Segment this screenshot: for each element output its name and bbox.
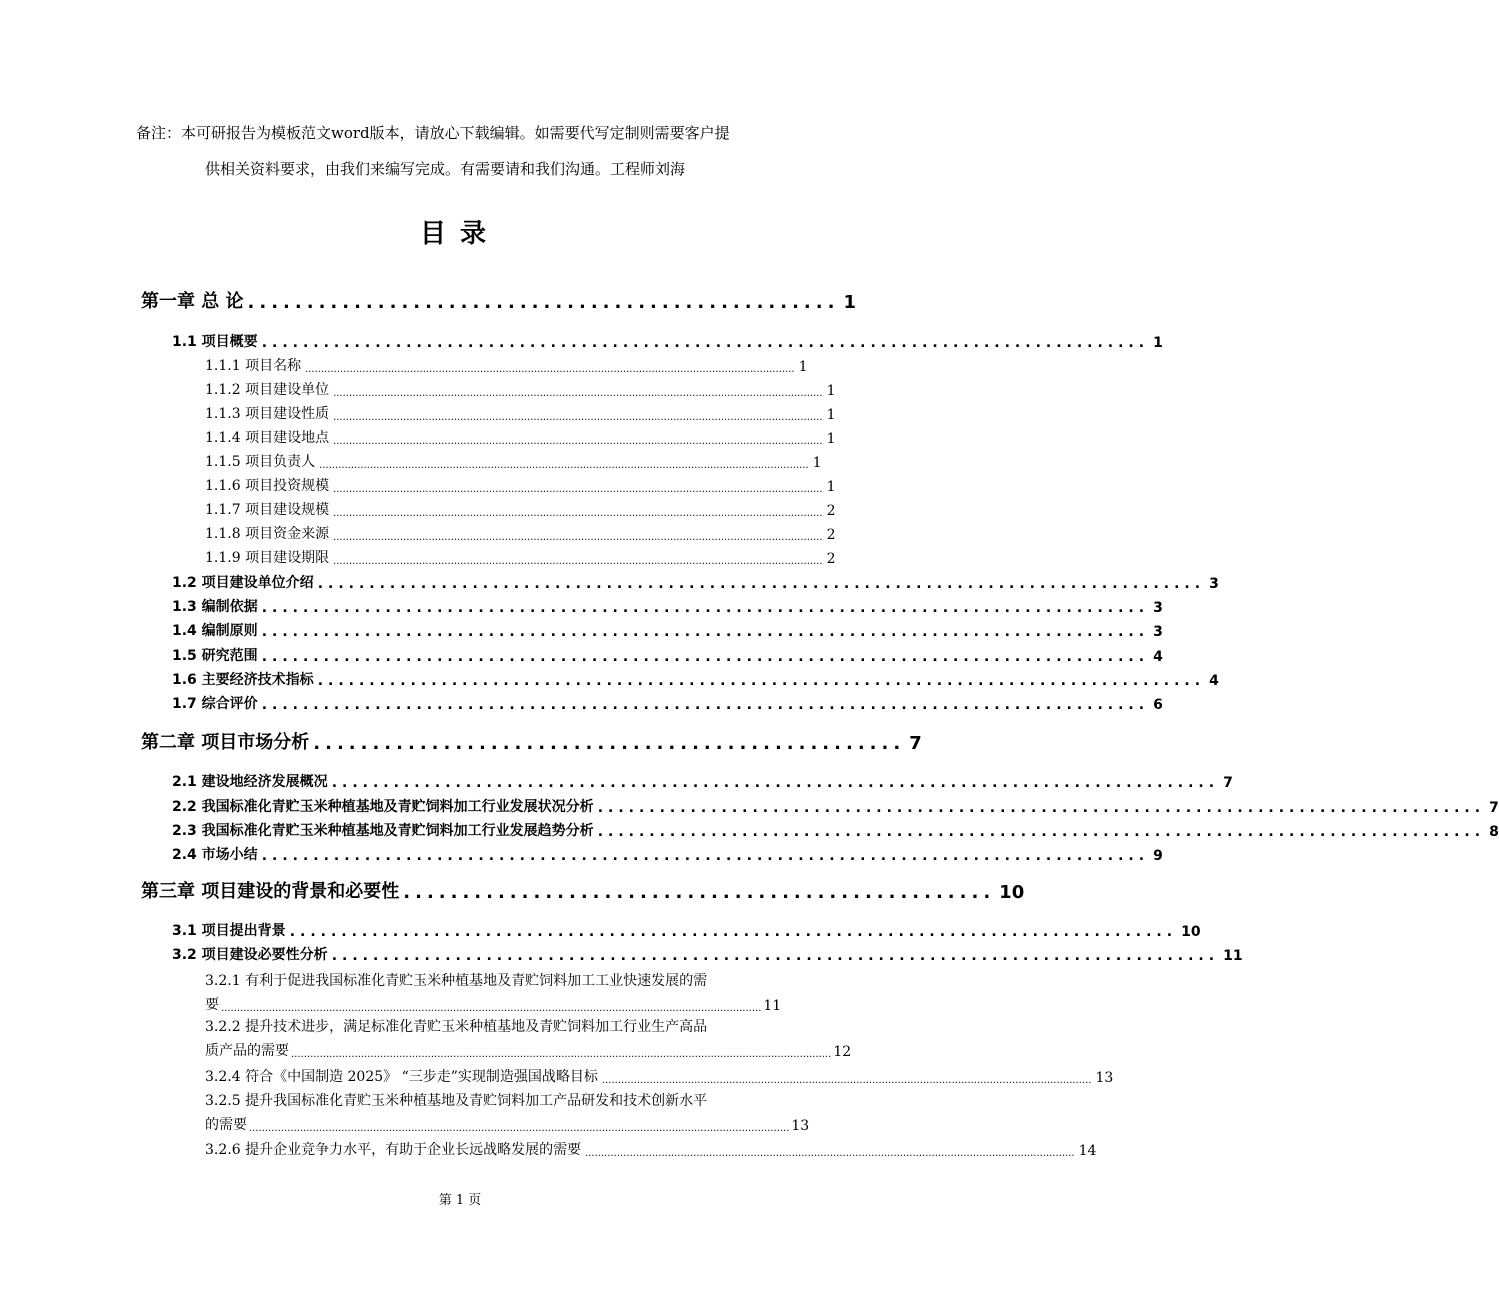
- toc-subsection-3-2-1[interactable]: [205, 970, 781, 1014]
- toc-page-number: 3: [1153, 600, 1163, 616]
- toc-leader-dots: ......................................................................................: [317, 673, 1206, 689]
- toc-entry-label: 1.1.9 项目建设期限: [205, 550, 330, 566]
- toc-page-number: 14: [1078, 1143, 1097, 1159]
- toc-page-number: 2: [826, 551, 836, 567]
- toc-entry-label: 1.1.8 项目资金来源: [205, 526, 330, 542]
- toc-entry-label: 1.4 编制原则: [172, 623, 258, 639]
- toc-entry-label-continued: 要: [205, 997, 219, 1013]
- toc-entry-label: 2.4 市场小结: [172, 847, 258, 863]
- toc-entry-label: 1.3 编制依据: [172, 599, 258, 615]
- toc-page-number: 13: [791, 1118, 810, 1134]
- toc-leader-dots: ..........................................................................................................................................................................: [249, 1123, 790, 1134]
- toc-leader-dots: ......................................................................................: [261, 600, 1150, 616]
- toc-leader-dots: ..................................................: [313, 733, 906, 754]
- toc-entry-label: 2.2 我国标准化青贮玉米种植基地及青贮饲料加工行业发展状况分析: [172, 799, 594, 815]
- toc-leader-dots: ..................................................: [403, 882, 996, 903]
- toc-leader-dots: ......................................................................................: [261, 335, 1150, 351]
- toc-page-number: 1: [1153, 335, 1163, 351]
- toc-entry-label-continued: 质产品的需要: [205, 1043, 289, 1059]
- toc-page-number: 1: [798, 359, 808, 375]
- toc-section-1-2[interactable]: [172, 572, 1219, 592]
- toc-leader-dots: ..........................................................................................................................................................: [333, 532, 823, 543]
- toc-leader-dots: ..........................................................................................................................................................: [333, 436, 823, 447]
- toc-leader-dots: ..........................................................................................................................................................................: [221, 1003, 762, 1014]
- toc-chapter-3[interactable]: [141, 877, 1025, 903]
- toc-subsection-1-1-9[interactable]: [205, 547, 836, 567]
- toc-chapter-1[interactable]: [141, 287, 856, 313]
- toc-section-1-7[interactable]: [172, 693, 1163, 713]
- toc-page-number: 10: [999, 882, 1025, 903]
- toc-subsection-3-2-4[interactable]: [205, 1066, 1114, 1086]
- toc-page-number: 3: [1153, 624, 1163, 640]
- toc-page-number: 2: [826, 503, 836, 519]
- toc-entry-label: 1.6 主要经济技术指标: [172, 672, 314, 688]
- toc-page-number: 6: [1153, 697, 1163, 713]
- toc-section-3-2[interactable]: [172, 944, 1243, 964]
- toc-entry-label-continued: 的需要: [205, 1117, 247, 1133]
- toc-leader-dots: ..........................................................................................................................................................: [333, 484, 823, 495]
- toc-subsection-1-1-2[interactable]: [205, 379, 836, 399]
- toc-entry-label: 1.1.7 项目建设规模: [205, 502, 330, 518]
- toc-leader-dots: ......................................................................................: [261, 649, 1150, 665]
- toc-chapter-2[interactable]: [141, 728, 922, 754]
- toc-page-number: 2: [826, 527, 836, 543]
- toc-page-number: 4: [1153, 649, 1163, 665]
- toc-page-number: 7: [1489, 800, 1499, 816]
- toc-entry-label: 1.7 综合评价: [172, 696, 258, 712]
- toc-leader-dots: ..........................................................................................................................................................: [305, 364, 795, 375]
- toc-entry-label: 3.2.1 有利于促进我国标准化青贮玉米种植基地及青贮饲料加工工业快速发展的需: [205, 973, 708, 989]
- toc-section-2-2[interactable]: [172, 796, 1499, 816]
- page-footer: 第 1 页: [438, 1193, 482, 1208]
- toc-entry-label: 1.1.3 项目建设性质: [205, 406, 330, 422]
- toc-entry-label: 1.1 项目概要: [172, 334, 258, 350]
- toc-subsection-3-2-6[interactable]: [205, 1139, 1097, 1159]
- toc-entry-label: 1.1.4 项目建设地点: [205, 430, 330, 446]
- toc-subsection-1-1-8[interactable]: [205, 523, 836, 543]
- toc-entry-label: 3.2 项目建设必要性分析: [172, 947, 328, 963]
- toc-page-number: 4: [1209, 673, 1219, 689]
- toc-subsection-1-1-6[interactable]: [205, 475, 836, 495]
- toc-section-1-1[interactable]: [172, 331, 1163, 351]
- toc-entry-label: 3.2.6 提升企业竞争力水平，有助于企业长远战略发展的需要: [205, 1142, 582, 1158]
- toc-page-number: 1: [812, 455, 822, 471]
- toc-leader-dots: ..........................................................................................................................................................: [585, 1148, 1075, 1159]
- toc-entry-label: 2.3 我国标准化青贮玉米种植基地及青贮饲料加工行业发展趋势分析: [172, 823, 594, 839]
- toc-page-number: 3: [1209, 576, 1219, 592]
- toc-page-number: 12: [833, 1044, 852, 1060]
- toc-leader-dots: ..........................................................................................................................................................: [333, 388, 823, 399]
- toc-subsection-1-1-4[interactable]: [205, 427, 836, 447]
- toc-entry-label: 1.1.6 项目投资规模: [205, 478, 330, 494]
- toc-subsection-1-1-7[interactable]: [205, 499, 836, 519]
- toc-leader-dots: ..........................................................................................................................................................: [319, 460, 809, 471]
- toc-page-number: 10: [1181, 924, 1201, 940]
- toc-leader-dots: ..........................................................................................................................................................................: [291, 1049, 832, 1060]
- toc-section-2-3[interactable]: [172, 820, 1499, 840]
- toc-entry-label: 1.1.5 项目负责人: [205, 454, 316, 470]
- toc-leader-dots: ......................................................................................: [317, 576, 1206, 592]
- toc-leader-dots: ..........................................................................................................................................................: [333, 508, 823, 519]
- toc-leader-dots: ..........................................................................................................................................................: [333, 412, 823, 423]
- toc-page-number: 11: [763, 998, 782, 1014]
- toc-entry-label: 3.2.4 符合《中国制造 2025》 “三步走”实现制造强国战略目标: [205, 1069, 598, 1085]
- toc-section-1-6[interactable]: [172, 669, 1219, 689]
- toc-page-number: 1: [826, 431, 836, 447]
- toc-entry-label: 3.2.5 提升我国标准化青贮玉米种植基地及青贮饲料加工产品研发和技术创新水平: [205, 1093, 708, 1109]
- toc-leader-dots: ......................................................................................: [261, 624, 1150, 640]
- toc-section-1-4[interactable]: [172, 620, 1163, 640]
- toc-page-number: 7: [1223, 775, 1233, 791]
- toc-entry-label: 3.2.2 提升技术进步，满足标准化青贮玉米种植基地及青贮饲料加工行业生产高品: [205, 1019, 708, 1035]
- toc-leader-dots: ......................................................................................: [331, 948, 1220, 964]
- toc-page-number: 7: [909, 733, 922, 754]
- toc-entry-label: 1.1.1 项目名称: [205, 358, 302, 374]
- toc-page-number: 9: [1153, 848, 1163, 864]
- toc-entry-label: 1.5 研究范围: [172, 648, 258, 664]
- toc-entry-label: 第二章 项目市场分析: [141, 732, 310, 753]
- toc-subsection-1-1-5[interactable]: [205, 451, 822, 471]
- toc-leader-dots: ..........................................................................................................................................................: [333, 556, 823, 567]
- toc-leader-dots: ......................................................................................: [331, 775, 1220, 791]
- toc-section-2-4[interactable]: [172, 844, 1163, 864]
- toc-page-number: 11: [1223, 948, 1243, 964]
- toc-subsection-1-1-3[interactable]: [205, 403, 836, 423]
- toc-entry-label: 1.1.2 项目建设单位: [205, 382, 330, 398]
- toc-subsection-3-2-2[interactable]: [205, 1016, 852, 1060]
- toc-page-number: 1: [826, 383, 836, 399]
- toc-leader-dots: ......................................................................................: [597, 824, 1486, 840]
- toc-page-number: 1: [826, 407, 836, 423]
- toc-section-2-1[interactable]: [172, 771, 1233, 791]
- header-note-line-1: 备注：本可研报告为模板范文word版本，请放心下载编辑。如需要代写定制则需要客户提: [136, 124, 730, 142]
- toc-leader-dots: ......................................................................................: [289, 924, 1178, 940]
- toc-page-number: 1: [826, 479, 836, 495]
- toc-entry-label: 第三章 项目建设的背景和必要性: [141, 881, 400, 902]
- toc-section-1-3[interactable]: [172, 596, 1163, 616]
- toc-leader-dots: ......................................................................................: [261, 697, 1150, 713]
- toc-leader-dots: ..........................................................................................................................................................: [601, 1075, 1092, 1086]
- toc-page-number: 1: [843, 292, 856, 313]
- toc-section-1-5[interactable]: [172, 645, 1163, 665]
- toc-page-number: 8: [1489, 824, 1499, 840]
- toc-section-3-1[interactable]: [172, 920, 1201, 940]
- toc-page-number: 13: [1095, 1070, 1114, 1086]
- toc-leader-dots: ......................................................................................: [261, 848, 1150, 864]
- toc-subsection-3-2-5[interactable]: [205, 1090, 810, 1134]
- toc-entry-label: 第一章 总 论: [141, 291, 244, 312]
- toc-subsection-1-1-1[interactable]: [205, 355, 808, 375]
- toc-entry-label: 1.2 项目建设单位介绍: [172, 575, 314, 591]
- toc-leader-dots: ..................................................: [247, 292, 840, 313]
- toc-entry-label: 3.1 项目提出背景: [172, 923, 286, 939]
- toc-title: 目录: [419, 219, 500, 249]
- header-note-line-2: 供相关资料要求，由我们来编写完成。有需要请和我们沟通。工程师刘海: [205, 160, 686, 178]
- toc-leader-dots: ......................................................................................: [597, 800, 1486, 816]
- toc-entry-label: 2.1 建设地经济发展概况: [172, 774, 328, 790]
